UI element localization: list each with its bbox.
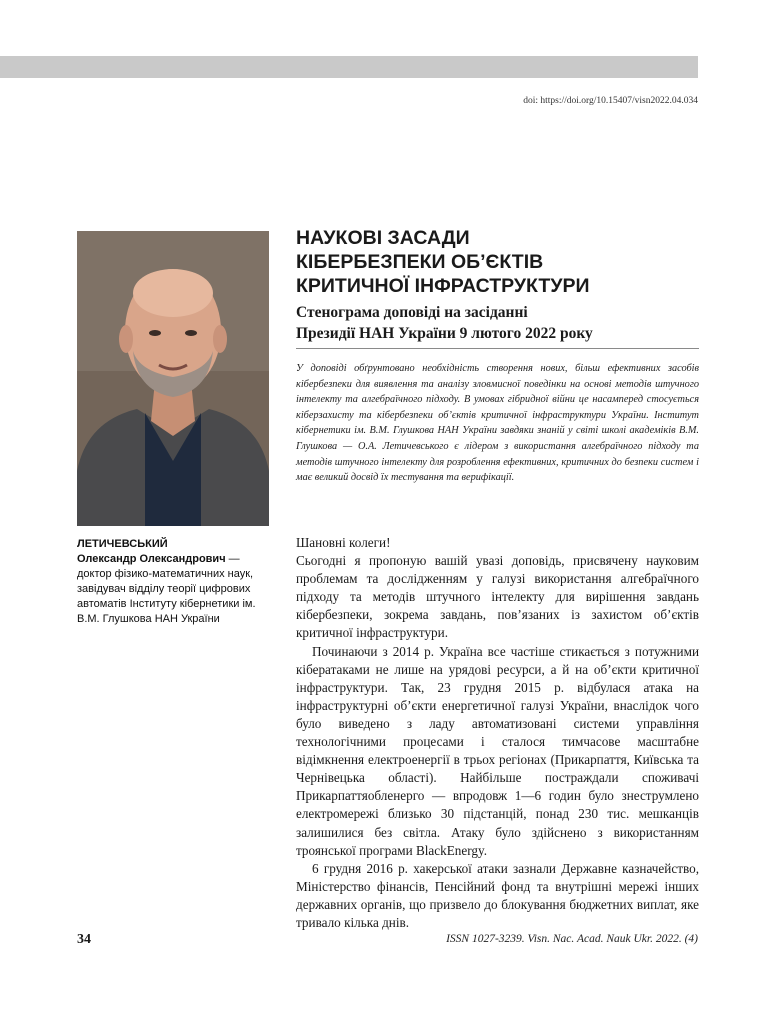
doi-link[interactable]: doi: https://doi.org/10.15407/visn2022.04.034: [523, 96, 698, 106]
subtitle-line: Президії НАН України 9 лютого 2022 року: [296, 325, 593, 342]
title-line: КІБЕРБЕЗПЕКИ ОБ’ЄКТІВ: [296, 251, 544, 273]
abstract: У доповіді обґрунтовано необхідність створення нових, більш ефективних засобів кібербезпеки для виявлення та аналізу зловмисної поведінки на основі методів штучного інтелекту та алгебраїчного підходу. В умовах гібридної війни це насамперед стосується кіберзахисту та кібербезпеки об’єктів критичної інфраструктури України. Інститут кібернетики ім. В.М. Глушкова НАН України завдяки знаній у світі школі академіків В.М. Глушкова — О.А. Летичевського є лідером з використання алгебраїчного підходу та методів штучного інтелекту для розроблення ефективних, критичних до безпеки систем і має великий досвід їх тестування та верифікації.: [296, 363, 699, 484]
article-subtitle: [296, 302, 716, 344]
article-body: [296, 534, 699, 932]
author-dash: —: [225, 553, 240, 565]
author-photo: [77, 231, 269, 526]
title-line: НАУКОВІ ЗАСАДИ: [296, 227, 470, 249]
journal-citation: ISSN 1027-3239. Visn. Nac. Acad. Nauk Ukr. 2022. (4): [446, 933, 698, 945]
body-paragraph: Починаючи з 2014 р. Україна все частіше стикається з потужними кібератаками не лише на урядові ресурси, а й на об’єкти критичної інфраструктури. Так, 23 грудня 2015 р. відбулася атака на інфраструктурні об’єкти енергетичної галузі України, внаслідок чого було виведено з ладу автоматизовані системи управління технологічними процесами і сталося тимчасове масштабне відімкнення електроенергії в трьох регіонах (Прикарпаття, Київська та Чернівецька області). Найбільше постраждали споживачі Прикарпаттяобленерго — впродовж 1—6 годин було знеструмлено електромережі близько 30 підстанцій, понад 230 тис. мешканців залишилися без світла. Атаку було здійснено з використанням троянської програми BlackEnergy.: [296, 643, 699, 858]
author-info: [77, 537, 269, 627]
article-title: [296, 226, 716, 298]
author-description: доктор фізико-математичних наук, завідувач відділу теорії цифрових автоматів Інституту кібернетики ім. В.М. Глушкова НАН України: [77, 568, 256, 625]
page-number: 34: [77, 932, 91, 947]
body-paragraph: Сьогодні я пропоную вашій увазі доповідь, присвячену науковим проблемам та дослідженням у галузі використання алгебраїчного підходу та методів штучного інтелекту для вирішення завдань кібербезпеки, зокрема завдань, пов’язаних із захистом об’єктів критичної інфраструктури.: [296, 553, 699, 641]
body-paragraph: 6 грудня 2016 р. хакерської атаки зазнали Державне казначейство, Міністерство фінансів, Пенсійний фонд та внутрішні мережі інших державних органів, що призвело до блокування бюджетних виплат, яке тривало кілька днів.: [296, 860, 699, 930]
title-line: КРИТИЧНОЇ ІНФРАСТРУКТУРИ: [296, 275, 590, 297]
body-paragraph: Шановні колеги!: [296, 535, 391, 550]
header-bar: [0, 56, 698, 78]
author-surname: ЛЕТИЧЕВСЬКИЙ: [77, 538, 168, 550]
author-given-name: Олександр Олександрович: [77, 553, 226, 565]
subtitle-line: Стенограма доповіді на засіданні: [296, 304, 528, 321]
divider: [296, 348, 699, 349]
